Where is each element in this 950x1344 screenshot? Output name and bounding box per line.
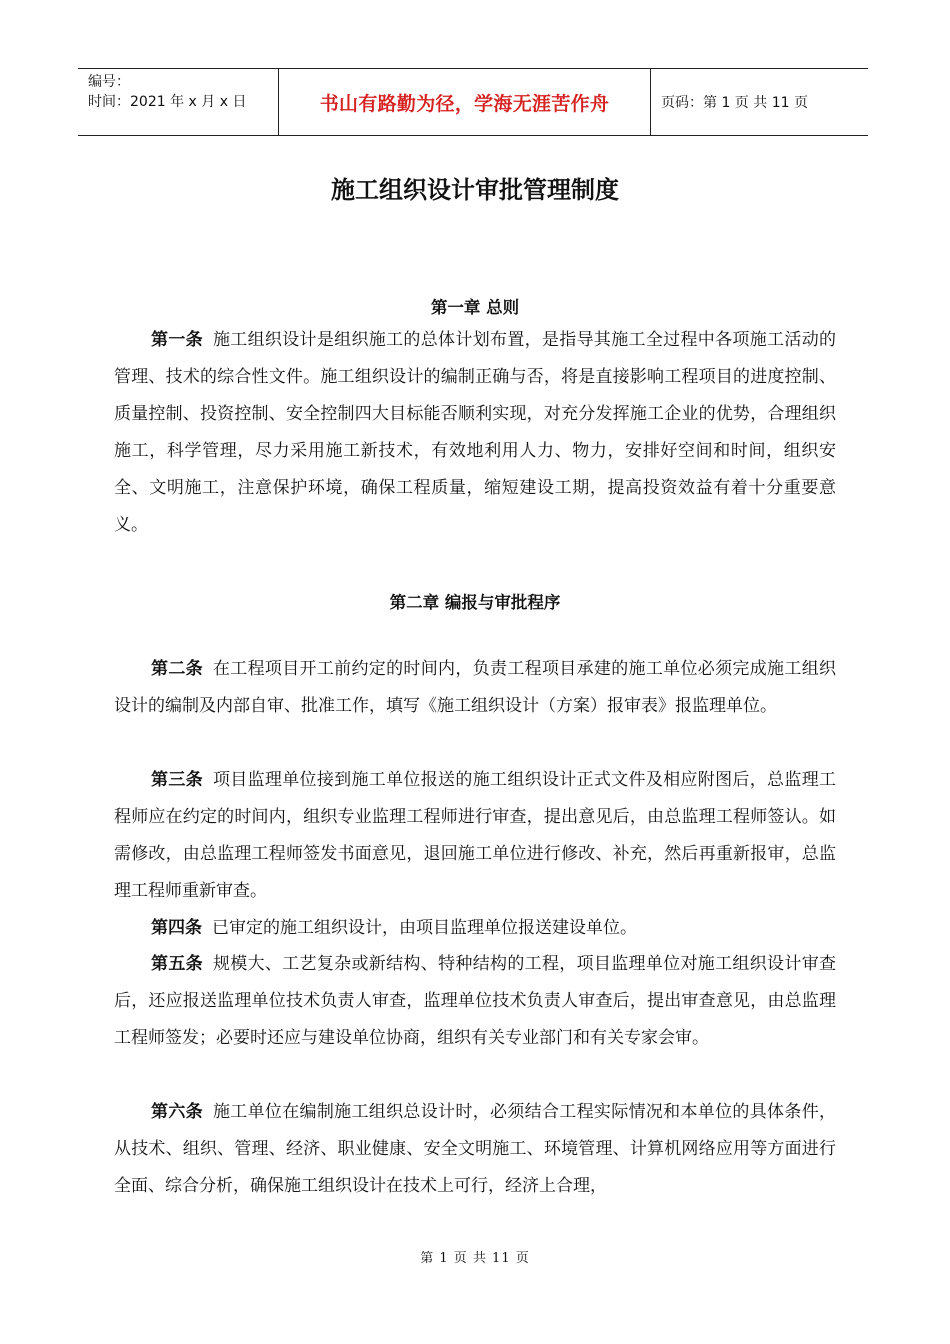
article-4 <box>114 910 836 947</box>
document-header <box>78 68 868 136</box>
article-6-lead: 第六条 <box>151 1102 203 1122</box>
article-3-lead: 第三条 <box>151 770 203 790</box>
article-4-lead: 第四条 <box>151 918 202 938</box>
article-5 <box>114 946 836 1057</box>
article-5-lead: 第五条 <box>151 954 203 974</box>
article-4-text: 已审定的施工组织设计，由项目监理单位报送建设单位。 <box>212 918 637 938</box>
article-6 <box>114 1094 836 1205</box>
header-page-info: 页码：第 1 页 共 11 页 <box>661 95 808 111</box>
number-label: 编号： <box>88 74 130 90</box>
page-footer: 第 1 页 共 11 页 <box>420 1251 530 1266</box>
article-2 <box>114 651 836 725</box>
header-motto: 书山有路勤为径，学海无涯苦作舟 <box>279 69 651 135</box>
time-label: 时间：2021 年 x 月 x 日 <box>88 94 247 110</box>
article-2-text: 在工程项目开工前约定的时间内，负责工程项目承建的施工单位必须完成施工组织设计的编制及内部自审、批准工作，填写《施工组织设计（方案）报审表》报监理单位。 <box>114 659 837 716</box>
chapter-2-heading: 第二章 编报与审批程序 <box>389 593 561 612</box>
chapter-1-heading: 第一章 总则 <box>430 298 520 317</box>
article-3-text: 项目监理单位接到施工单位报送的施工组织设计正式文件及相应附图后，总监理工程师应在约定的时间内，组织专业监理工程师进行审查，提出意见后，由总监理工程师签认。如需修改，由总监理工程师签发书面意见，退回施工单位进行修改、补充，然后再重新报审，总监理工程师重新审查。 <box>114 770 837 901</box>
article-3 <box>114 762 836 910</box>
article-1-lead: 第一条 <box>151 330 203 350</box>
article-6-text: 施工单位在编制施工组织总设计时，必须结合工程实际情况和本单位的具体条件，从技术、组织、管理、经济、职业健康、安全文明施工、环境管理、计算机网络应用等方面进行全面、综合分析，确保施工组织设计在技术上可行，经济上合理， <box>114 1102 837 1196</box>
article-5-text: 规模大、工艺复杂或新结构、特种结构的工程，项目监理单位对施工组织设计审查后，还应报送监理单位技术负责人审查，监理单位技术负责人审查后，提出审查意见，由总监理工程师签发；必要时还应与建设单位协商，组织有关专业部门和有关专家会审。 <box>114 954 837 1048</box>
article-1-text: 施工组织设计是组织施工的总体计划布置，是指导其施工全过程中各项施工活动的管理、技术的综合性文件。施工组织设计的编制正确与否，将是直接影响工程项目的进度控制、质量控制、投资控制、安全控制四大目标能否顺利实现，对充分发挥施工企业的优势，合理组织施工，科学管理，尽力采用施工新技术，有效地利用人力、物力，安排好空间和时间，组织安全、文明施工，注意保护环境，确保工程质量，缩短建设工期，提高投资效益有着十分重要意义。 <box>114 330 837 535</box>
article-2-lead: 第二条 <box>151 659 203 679</box>
header-meta <box>78 69 279 135</box>
article-1 <box>114 322 836 544</box>
document-title: 施工组织设计审批管理制度 <box>331 176 619 204</box>
